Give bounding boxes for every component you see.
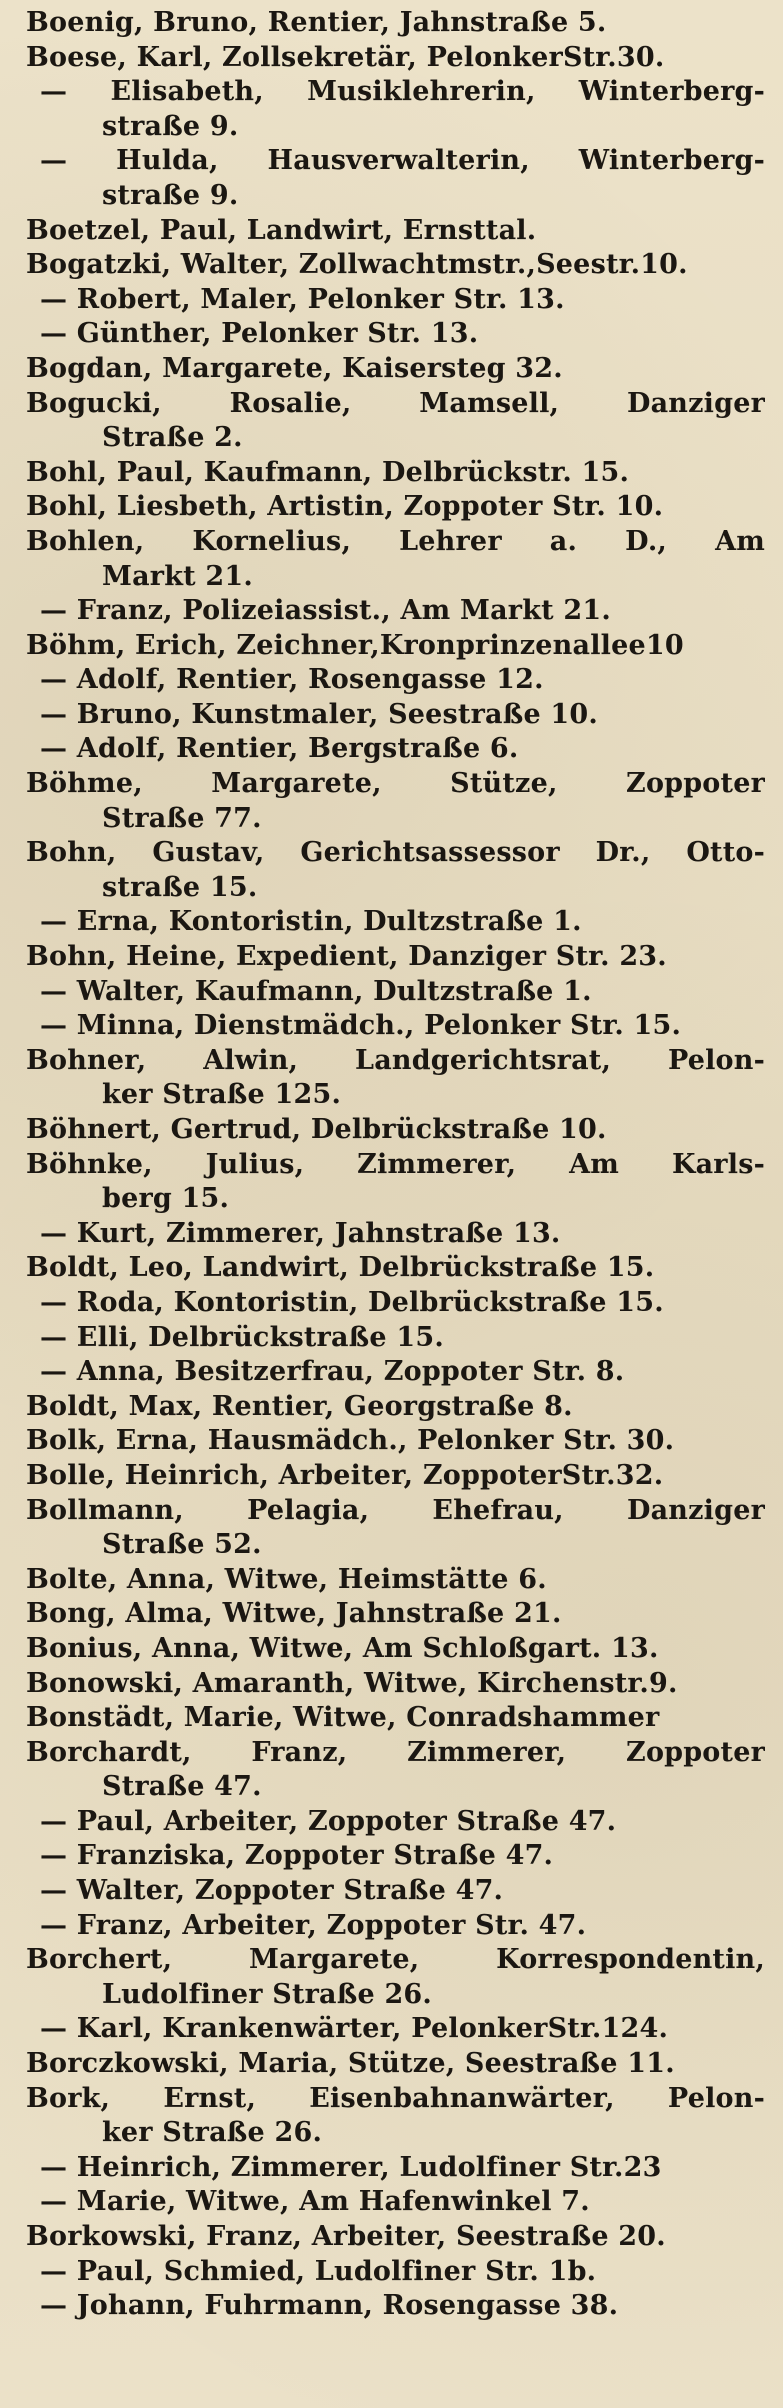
entry-line: — Franz, Polizeiassist., Am Markt 21.	[40, 595, 611, 627]
directory-entry	[26, 1009, 765, 1044]
directory-entry	[26, 905, 765, 940]
entry-continuation-line: berg 15.	[102, 1183, 230, 1215]
entry-line: — Kurt, Zimmerer, Jahnstraße 13.	[40, 1217, 561, 1249]
directory-entry	[26, 352, 765, 387]
directory-entry	[26, 940, 765, 975]
entry-line: Bohner, Alwin, Landgerichtsrat, Pelon-	[26, 1044, 765, 1076]
entry-line: Bolle, Heinrich, Arbeiter, ZoppoterStr.32.	[26, 1459, 664, 1491]
entry-line: Bohn, Gustav, Gerichtsassessor Dr., Otto-	[26, 837, 765, 869]
directory-entry	[26, 698, 765, 733]
directory-entry	[26, 629, 765, 664]
directory-entry	[26, 144, 765, 213]
entry-continuation-line: straße 9.	[102, 179, 239, 211]
entry-line: — Anna, Besitzerfrau, Zoppoter Str. 8.	[40, 1356, 625, 1388]
directory-entry	[26, 75, 765, 144]
entry-line: Bonowski, Amaranth, Witwe, Kirchenstr.9.	[26, 1667, 678, 1699]
entry-line: — Roda, Kontoristin, Delbrückstraße 15.	[40, 1286, 664, 1318]
directory-entry	[26, 836, 765, 905]
directory-entry	[26, 2220, 765, 2255]
directory-entry	[26, 1286, 765, 1321]
directory-entry	[26, 1390, 765, 1425]
directory-entry	[26, 2289, 765, 2324]
directory-entry	[26, 248, 765, 283]
entry-line: — Hulda, Hausverwalterin, Winterberg-	[40, 145, 765, 177]
entry-continuation-line: straße 9.	[102, 110, 239, 142]
entry-line: Bohl, Liesbeth, Artistin, Zoppoter Str. 10.	[26, 491, 664, 523]
directory-entry	[26, 2012, 765, 2047]
entry-line: — Robert, Maler, Pelonker Str. 13.	[40, 283, 565, 315]
directory-entry	[26, 2082, 765, 2151]
entry-line: Borczkowski, Maria, Stütze, Seestraße 11.	[26, 2048, 675, 2080]
entry-line: — Adolf, Rentier, Bergstraße 6.	[40, 733, 519, 765]
entry-line: Böhnert, Gertrud, Delbrückstraße 10.	[26, 1114, 607, 1145]
entry-continuation-line: Straße 77.	[102, 802, 262, 834]
entry-continuation-line: straße 15.	[102, 871, 258, 903]
entry-line: — Bruno, Kunstmaler, Seestraße 10.	[40, 698, 598, 730]
directory-entry	[26, 1943, 765, 2012]
directory-entry	[26, 1597, 765, 1632]
directory-entry	[26, 594, 765, 629]
entry-line: — Paul, Arbeiter, Zoppoter Straße 47.	[40, 1805, 617, 1837]
directory-entry	[26, 1736, 765, 1805]
entry-continuation-line: Straße 47.	[102, 1771, 262, 1803]
entry-line: Boldt, Leo, Landwirt, Delbrückstraße 15.	[26, 1252, 655, 1284]
entry-line: Bogdan, Margarete, Kaisersteg 32.	[26, 352, 563, 384]
directory-entry	[26, 525, 765, 594]
directory-entry	[26, 317, 765, 352]
directory-entry	[26, 2047, 765, 2082]
entry-line: Borchert, Margarete, Korrespondentin,	[26, 1944, 765, 1976]
directory-entry	[26, 1874, 765, 1909]
entry-continuation-line: Markt 21.	[102, 560, 253, 592]
entry-line: — Karl, Krankenwärter, PelonkerStr.124.	[40, 2013, 669, 2045]
directory-entry	[26, 1563, 765, 1598]
entry-line: — Paul, Schmied, Ludolfiner Str. 1b.	[40, 2255, 597, 2287]
directory-entry	[26, 1839, 765, 1874]
directory-entry	[26, 1667, 765, 1702]
entry-line: Böhnke, Julius, Zimmerer, Am Karls-	[26, 1148, 765, 1180]
entry-line: Bogucki, Rosalie, Mamsell, Danziger	[26, 387, 765, 419]
directory-entry	[26, 387, 765, 456]
directory-entry	[26, 767, 765, 836]
directory-entry	[26, 1424, 765, 1459]
entry-line: — Marie, Witwe, Am Hafenwinkel 7.	[40, 2186, 590, 2218]
entry-line: — Elisabeth, Musiklehrerin, Winterberg-	[40, 76, 765, 108]
directory-entry	[26, 1321, 765, 1356]
entry-line: Bong, Alma, Witwe, Jahnstraße 21.	[26, 1598, 562, 1630]
entry-line: — Johann, Fuhrmann, Rosengasse 38.	[40, 2290, 619, 2322]
entry-line: — Erna, Kontoristin, Dultzstraße 1.	[40, 906, 582, 938]
entry-line: Boese, Karl, Zollsekretär, PelonkerStr.30.	[26, 41, 665, 73]
entry-continuation-line: ker Straße 26.	[102, 2117, 323, 2149]
directory-entry	[26, 1217, 765, 1252]
directory-entry	[26, 214, 765, 249]
entry-continuation-line: Straße 52.	[102, 1529, 262, 1561]
entry-line: Bolte, Anna, Witwe, Heimstätte 6.	[26, 1563, 547, 1595]
entry-line: Bonius, Anna, Witwe, Am Schloßgart. 13.	[26, 1632, 659, 1664]
directory-entry	[26, 663, 765, 698]
directory-entry	[26, 1632, 765, 1667]
entry-continuation-line: Ludolfiner Straße 26.	[102, 1978, 433, 2010]
directory-entry	[26, 456, 765, 491]
directory-entries	[26, 6, 765, 2324]
entry-line: — Elli, Delbrückstraße 15.	[40, 1321, 444, 1353]
directory-entry	[26, 1805, 765, 1840]
entry-line: — Günther, Pelonker Str. 13.	[40, 318, 479, 350]
entry-line: Bork, Ernst, Eisenbahnanwärter, Pelon-	[26, 2082, 765, 2114]
entry-line: — Franziska, Zoppoter Straße 47.	[40, 1840, 554, 1872]
entry-continuation-line: ker Straße 125.	[102, 1079, 342, 1111]
directory-entry	[26, 1355, 765, 1390]
directory-entry	[26, 1494, 765, 1563]
entry-line: Boetzel, Paul, Landwirt, Ernsttal.	[26, 214, 537, 246]
entry-line: — Franz, Arbeiter, Zoppoter Str. 47.	[40, 1909, 587, 1941]
entry-line: — Walter, Zoppoter Straße 47.	[40, 1875, 504, 1907]
directory-entry	[26, 2185, 765, 2220]
directory-entry	[26, 1909, 765, 1944]
directory-entry	[26, 975, 765, 1010]
directory-entry	[26, 41, 765, 76]
directory-entry	[26, 1044, 765, 1113]
entry-line: Bohn, Heine, Expedient, Danziger Str. 23.	[26, 941, 667, 973]
entry-line: — Minna, Dienstmädch., Pelonker Str. 15.	[40, 1010, 682, 1042]
directory-entry	[26, 283, 765, 318]
entry-line: Bollmann, Pelagia, Ehefrau, Danziger	[26, 1494, 765, 1526]
entry-line: Bogatzki, Walter, Zollwachtmstr.,Seestr.10.	[26, 249, 688, 281]
directory-entry	[26, 2151, 765, 2186]
directory-entry	[26, 490, 765, 525]
directory-entry	[26, 1113, 765, 1148]
entry-continuation-line: Straße 2.	[102, 422, 243, 454]
directory-entry	[26, 2255, 765, 2290]
entry-line: Bohl, Paul, Kaufmann, Delbrückstr. 15.	[26, 456, 630, 488]
entry-line: Borchardt, Franz, Zimmerer, Zoppoter	[26, 1736, 765, 1768]
entry-line: — Heinrich, Zimmerer, Ludolfiner Str.23	[40, 2151, 662, 2183]
directory-entry	[26, 1251, 765, 1286]
entry-line: Bohlen, Kornelius, Lehrer a. D., Am	[26, 525, 765, 557]
entry-line: Böhm, Erich, Zeichner,Kronprinzenallee10	[26, 629, 684, 661]
entry-line: Boenig, Bruno, Rentier, Jahnstraße 5.	[26, 7, 607, 38]
entry-line: — Adolf, Rentier, Rosengasse 12.	[40, 664, 544, 696]
directory-entry	[26, 1148, 765, 1217]
entry-line: Borkowski, Franz, Arbeiter, Seestraße 20.	[26, 2221, 666, 2252]
entry-line: Boldt, Max, Rentier, Georgstraße 8.	[26, 1390, 573, 1422]
directory-entry	[26, 1459, 765, 1494]
directory-entry	[26, 732, 765, 767]
entry-line: Böhme, Margarete, Stütze, Zoppoter	[26, 768, 765, 800]
entry-line: — Walter, Kaufmann, Dultzstraße 1.	[40, 975, 592, 1007]
entry-line: Bonstädt, Marie, Witwe, Conradshammer	[26, 1702, 660, 1734]
directory-entry	[26, 1701, 765, 1736]
directory-entry	[26, 6, 765, 41]
entry-line: Bolk, Erna, Hausmädch., Pelonker Str. 30.	[26, 1425, 675, 1457]
